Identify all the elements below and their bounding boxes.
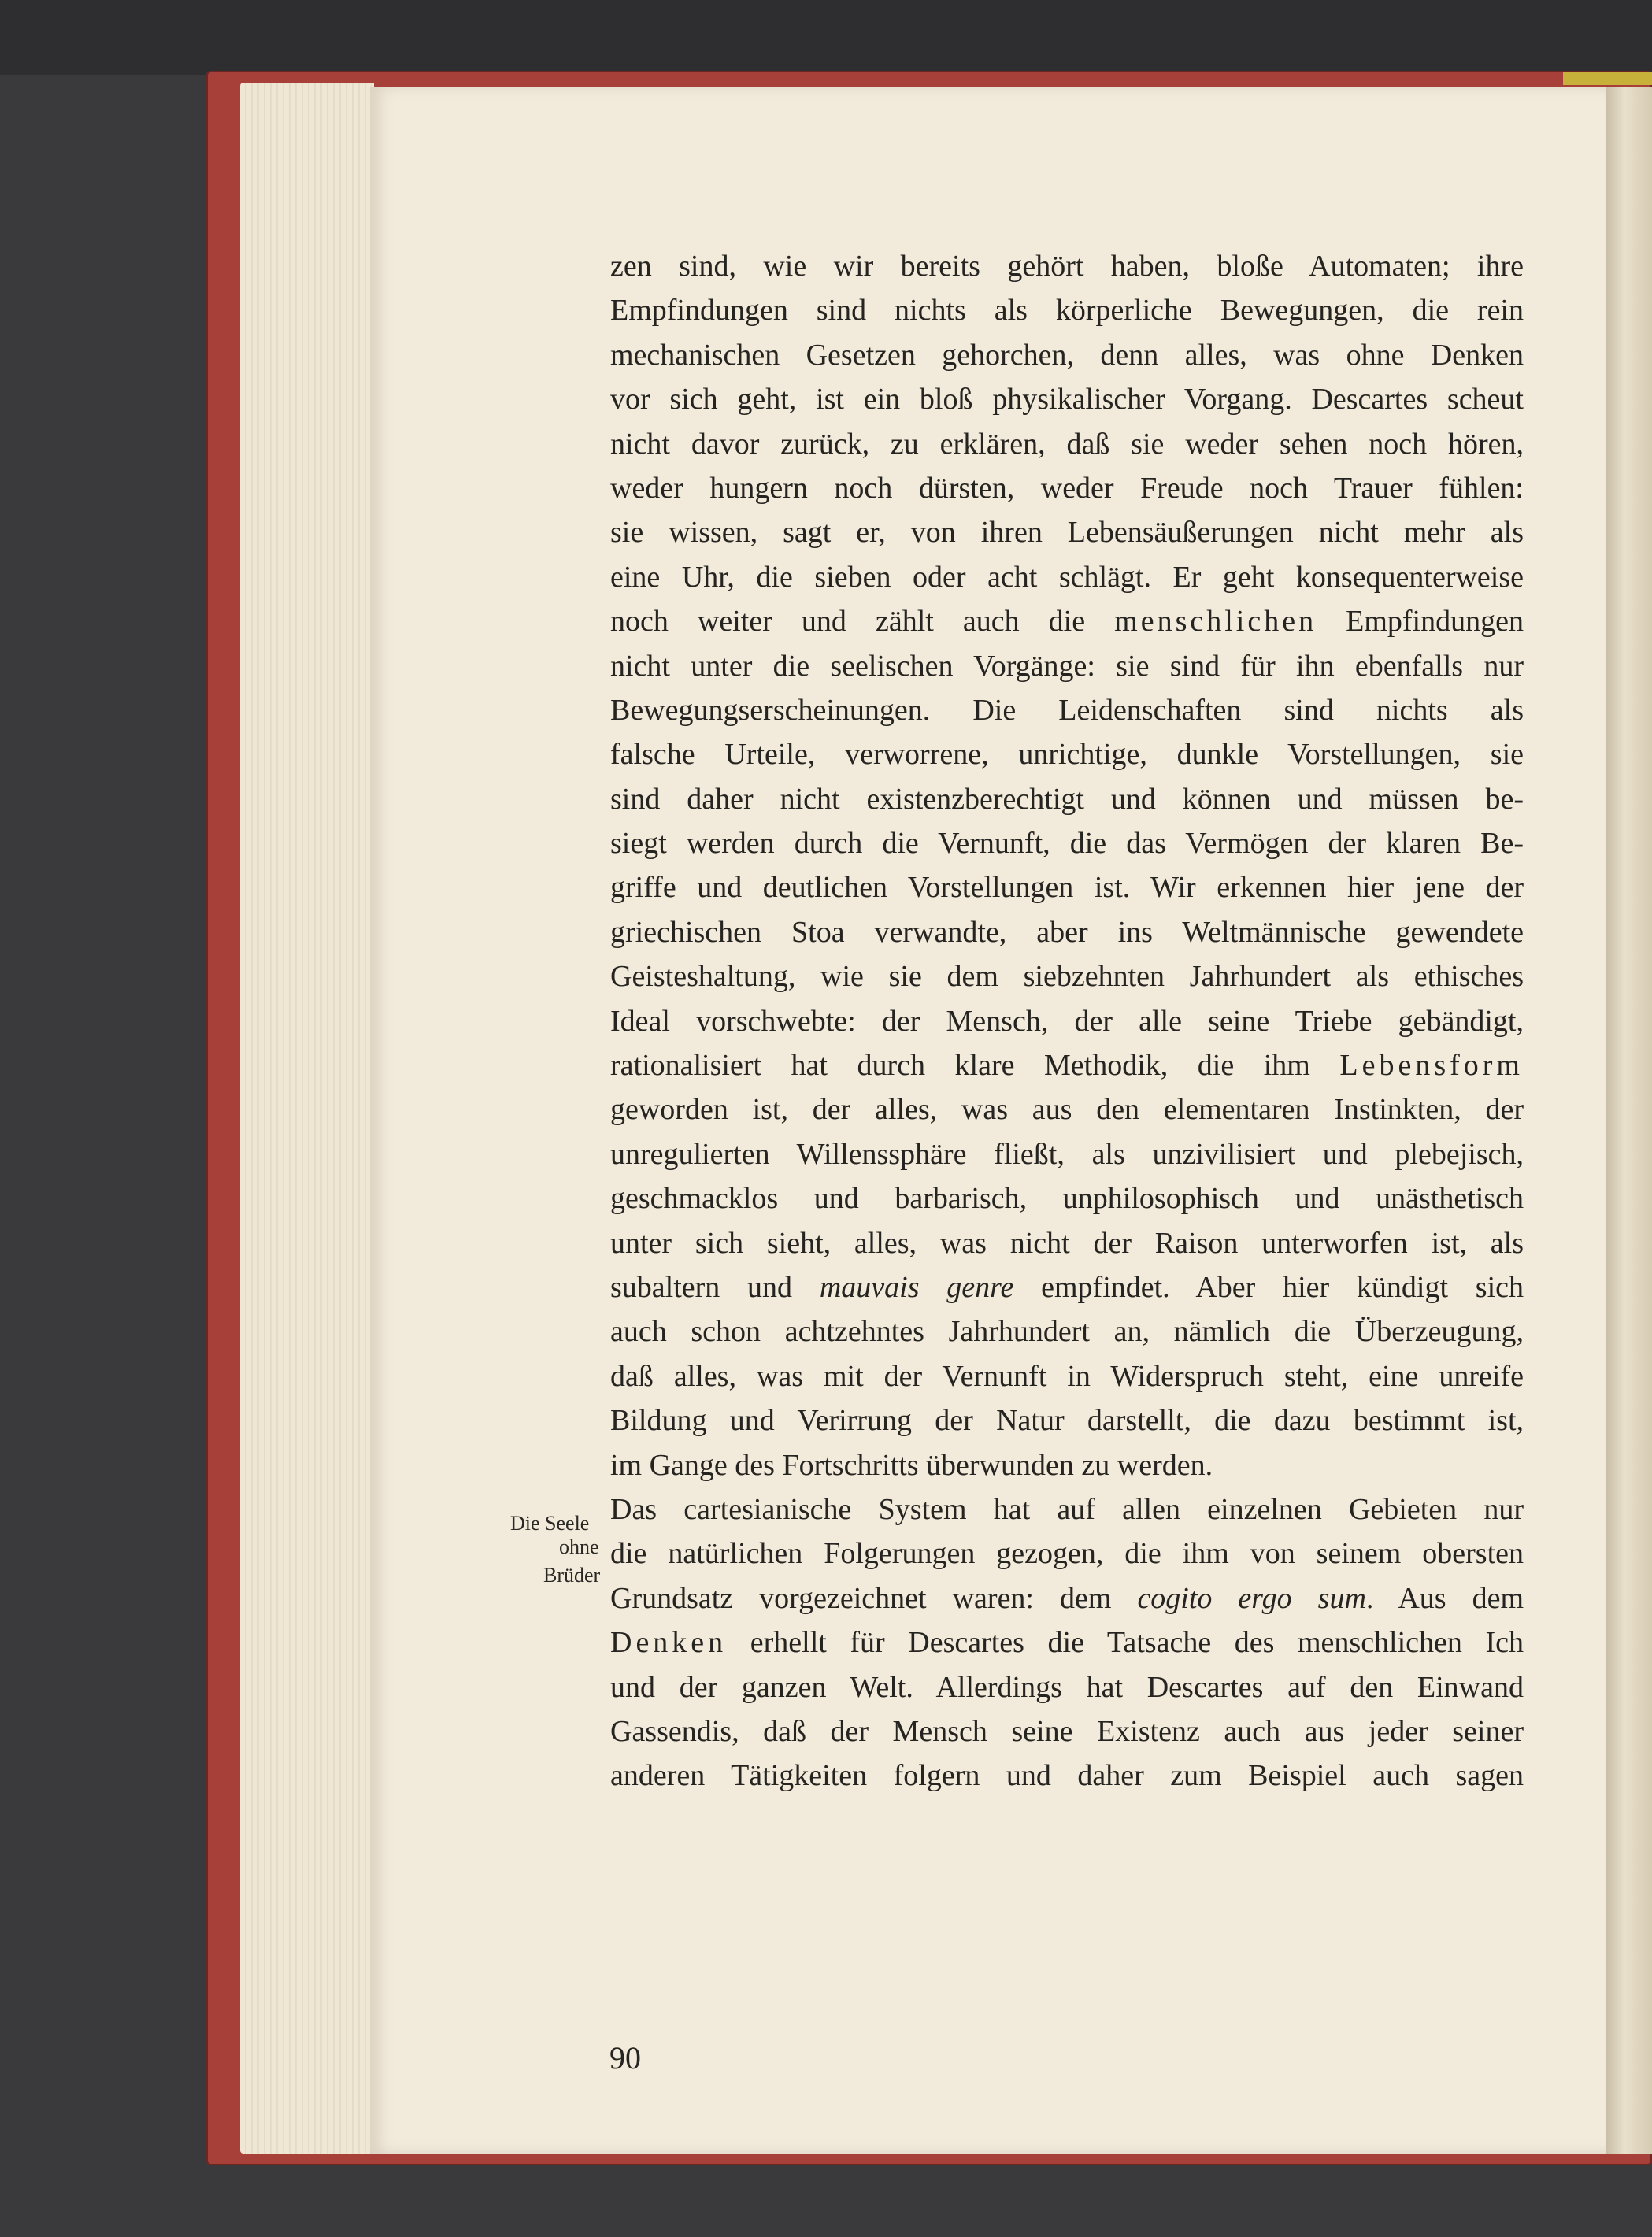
marginal-note	[510, 1512, 614, 1587]
text-line: geschmacklos und barbarisch, unphilosophisch und unästhetisch	[610, 1182, 1524, 1216]
marginal-note-line: Brüder	[543, 1564, 601, 1587]
text-line: Denken erhellt für Descartes die Tatsache des menschlichen Ich	[610, 1626, 1524, 1660]
text-line: falsche Urteile, verworrene, unrichtige, dunkle Vorstellungen, sie	[610, 738, 1524, 772]
text-line: subaltern und mauvais genre empfindet. Aber hier kündigt sich	[610, 1270, 1524, 1304]
body-text	[610, 244, 1524, 1798]
text-line: unter sich sieht, alles, was nicht der Raison unterworfen ist, als	[610, 1226, 1524, 1260]
text-line: daß alles, was mit der Vernunft in Widerspruch steht, eine unreife	[610, 1359, 1524, 1393]
text-line: geworden ist, der alles, was aus den elementaren Instinkten, der	[610, 1093, 1524, 1127]
backdrop	[0, 0, 1652, 75]
text-line: eine Uhr, die sieben oder acht schlägt. Er geht konsequenterweise	[610, 560, 1524, 594]
text-line: griffe und deutlichen Vorstellungen ist. Wir erkennen hier jene der	[610, 871, 1524, 905]
text-line: sie wissen, sagt er, von ihren Lebensäußerungen nicht mehr als	[610, 516, 1524, 550]
text-line: mechanischen Gesetzen gehorchen, denn alles, was ohne Denken	[610, 338, 1524, 372]
text-line: unregulierten Willenssphäre fließt, als unzivilisiert und plebejisch,	[610, 1137, 1524, 1171]
text-line: rationalisiert hat durch klare Methodik, die ihm Lebensform	[610, 1049, 1524, 1083]
facing-page-edge	[1606, 87, 1652, 2154]
text-line: griechischen Stoa verwandte, aber ins Weltmännische gewendete	[610, 915, 1524, 949]
text-line: Das cartesianische System hat auf allen einzelnen Gebieten nur	[610, 1492, 1524, 1526]
text-line: Grundsatz vorgezeichnet waren: dem cogito ergo sum. Aus dem	[610, 1581, 1524, 1615]
page-number: 90	[609, 2040, 641, 2076]
text-line: Bewegungserscheinungen. Die Leidenschaften sind nichts als	[610, 693, 1524, 727]
text-line: die natürlichen Folgerungen gezogen, die ihm von seinem obersten	[610, 1537, 1524, 1571]
text-line: anderen Tätigkeiten folgern und daher zum Beispiel auch sagen	[610, 1759, 1524, 1793]
text-line: zen sind, wie wir bereits gehört haben, bloße Automaten; ihre	[610, 250, 1524, 283]
marginal-note-line: Die Seele	[510, 1512, 590, 1535]
text-line: im Gange des Fortschritts überwunden zu werden.	[610, 1448, 1213, 1482]
text-line: nicht davor zurück, zu erklären, daß sie weder sehen noch hören,	[610, 427, 1524, 461]
text-line: auch schon achtzehntes Jahrhundert an, nämlich die Überzeugung,	[610, 1315, 1524, 1349]
page-edges	[240, 83, 374, 2154]
text-line: Geisteshaltung, wie sie dem siebzehnten Jahrhundert als ethisches	[610, 960, 1524, 994]
text-line: und der ganzen Welt. Allerdings hat Descartes auf den Einwand	[610, 1670, 1524, 1704]
text-line: weder hungern noch dürsten, weder Freude noch Trauer fühlen:	[610, 471, 1524, 505]
text-line: Ideal vorschwebte: der Mensch, der alle seine Triebe gebändigt,	[610, 1004, 1524, 1038]
bookmark-ribbon	[1563, 72, 1652, 85]
text-line: noch weiter und zählt auch die menschlichen Empfindungen	[610, 605, 1524, 639]
text-line: Empfindungen sind nichts als körperliche Bewegungen, die rein	[610, 294, 1524, 328]
text-line: Gassendis, daß der Mensch seine Existenz auch aus jeder seiner	[610, 1714, 1524, 1748]
text-line: Bildung und Verirrung der Natur darstellt, die dazu bestimmt ist,	[610, 1404, 1524, 1438]
text-line: sind daher nicht existenzberechtigt und können und müssen be-	[610, 782, 1524, 816]
marginal-note-line: ohne	[559, 1535, 599, 1558]
text-line: nicht unter die seelischen Vorgänge: sie sind für ihn ebenfalls nur	[610, 649, 1524, 683]
text-line: vor sich geht, ist ein bloß physikalischer Vorgang. Descartes scheut	[610, 383, 1524, 417]
text-line: siegt werden durch die Vernunft, die das Vermögen der klaren Be-	[610, 827, 1524, 861]
